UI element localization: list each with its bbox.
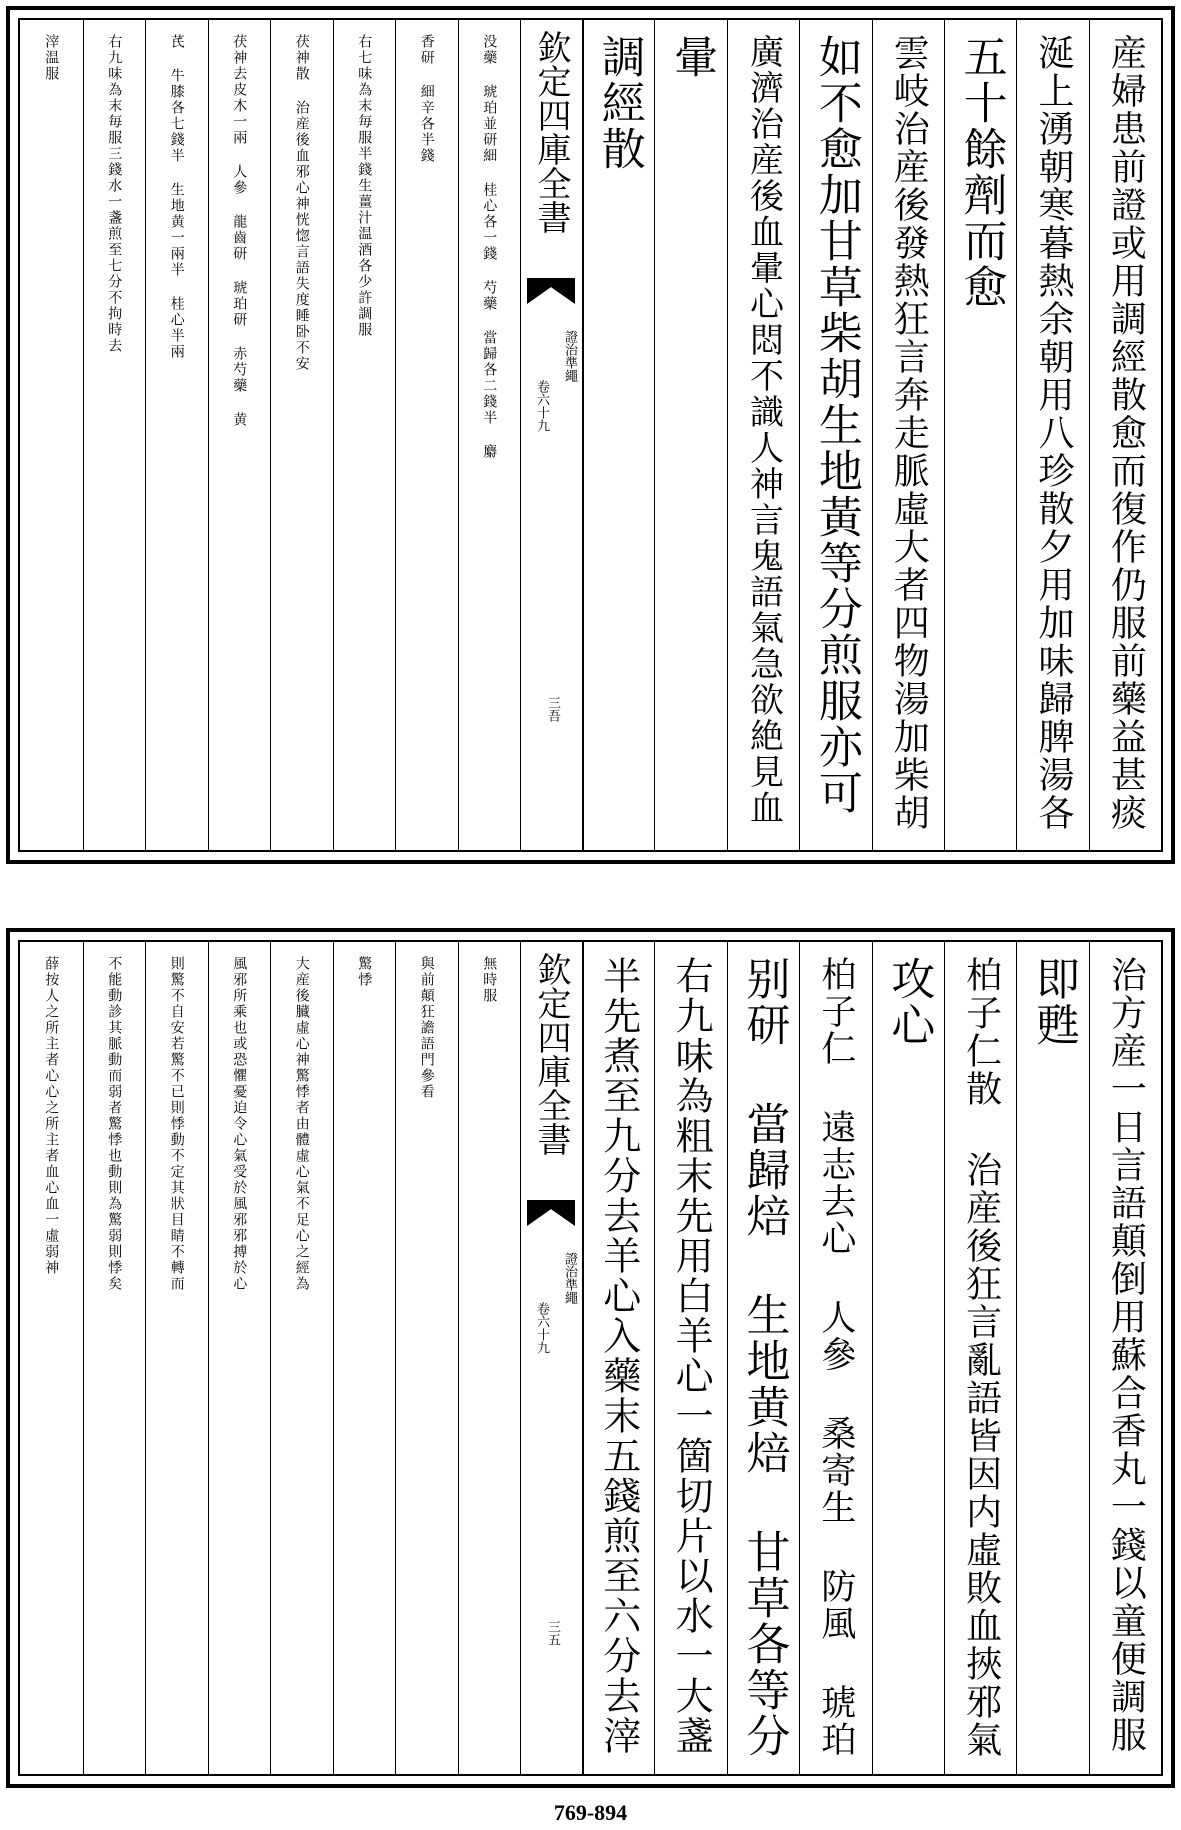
column-text: 右九味為末毎服三錢水一盞煎至七分不拘時去	[106, 34, 123, 354]
text-column	[944, 20, 1016, 850]
column-text: 不能動診其脈動而弱者驚悸也動則為驚弱則悸矣	[106, 956, 123, 1292]
center-spine	[520, 942, 584, 1774]
column-text: 風邪所乘也或恐懼憂迫令心氣受於風邪邪搏於心	[231, 956, 248, 1292]
column-text: 柏子仁散 治産後狂言亂語皆因内虛敗血挾邪氣	[960, 956, 1002, 1759]
column-text: 别研 當歸焙 生地黄焙 甘草各等分	[738, 956, 790, 1759]
text-column	[727, 20, 799, 850]
column-text: 調經散	[593, 34, 645, 172]
column-text: 右九味為粗末先用白羊心一箇切片以水一大盞	[669, 956, 714, 1756]
column-text: 驚悸	[356, 956, 373, 988]
text-column	[654, 942, 726, 1774]
column-text: 攻心	[883, 956, 935, 1048]
column-text: 右七味為末毎服半錢生薑汁温酒各少許調服	[356, 34, 373, 338]
volume-number: 卷六十九	[534, 380, 549, 432]
text-column	[799, 942, 871, 1774]
text-column	[208, 20, 271, 850]
text-column	[1016, 942, 1088, 1774]
text-column	[727, 942, 799, 1774]
column-text: 廣濟治産後血暈心悶不識人神言鬼語氣急欲絶見血	[743, 34, 784, 826]
text-column	[83, 942, 146, 1774]
column-text: 茯神去皮木一兩 人參 龍齒研 琥珀研 赤芍藥 黄	[231, 34, 248, 428]
column-text: 没藥 琥珀並研細 桂心各一錢 芍藥 當歸各二錢半 麝	[481, 34, 498, 460]
text-column	[83, 20, 146, 850]
top-page	[6, 6, 1175, 864]
fishtail-mark-icon	[527, 1200, 575, 1226]
text-column	[944, 942, 1016, 1774]
column-text: 涎上湧朝寒暮熱余朝用八珍散夕用加味歸脾湯各	[1032, 34, 1074, 832]
leaf-number: 三五	[545, 1620, 560, 1646]
page-footer-number: 769-894	[553, 1800, 628, 1825]
column-text: 則驚不自安若驚不已則悸動不定其狀目睛不轉而	[168, 956, 185, 1292]
column-text: 薛按人之所主者心心之所主者血心血一虛弱神	[43, 956, 60, 1276]
text-column	[582, 942, 654, 1774]
text-column	[395, 942, 458, 1774]
text-column	[1089, 20, 1161, 850]
text-column	[208, 942, 271, 1774]
text-column	[333, 20, 396, 850]
text-column	[395, 20, 458, 850]
column-text: 雲岐治産後發熱狂言奔走脈虛大者四物湯加柴胡	[888, 34, 930, 832]
text-column	[458, 942, 521, 1774]
column-text: 治方産一日言語顛倒用蘇合香丸一錢以童便調服	[1105, 956, 1147, 1754]
book-title: 證治準繩	[562, 330, 577, 382]
column-text: 大産後臓虛心神驚悸者由體虛心氣不足心之經為	[293, 956, 310, 1292]
column-text: 即甦	[1027, 956, 1079, 1048]
text-column	[872, 20, 944, 850]
text-column	[872, 942, 944, 1774]
bottom-page-frame	[18, 940, 1163, 1776]
leaf-number: 三吾	[545, 696, 560, 722]
column-text: 無時服	[481, 956, 498, 1004]
text-column	[20, 942, 83, 1774]
text-column	[20, 20, 83, 850]
text-column	[270, 942, 333, 1774]
text-column	[458, 20, 521, 850]
text-column	[654, 20, 726, 850]
column-text: 産婦患前證或用調經散愈而復作仍服前藥益甚痰	[1105, 34, 1147, 832]
column-text: 暈	[666, 34, 718, 80]
column-text: 柏子仁 遠志去心 人參 桑寄生 防風 琥珀	[815, 956, 856, 1758]
column-text: 與前顛狂譫語門參看	[418, 956, 435, 1100]
book-series-title: 欽定四庫全書	[531, 952, 571, 1156]
text-column	[333, 942, 396, 1774]
top-page-frame	[18, 18, 1163, 852]
text-column	[1089, 942, 1161, 1774]
text-column	[1016, 20, 1088, 850]
book-title: 證治準繩	[562, 1252, 577, 1304]
column-text: 香研 細辛各半錢	[418, 34, 435, 164]
column-text: 芪 牛膝各七錢半 生地黄一兩半 桂心半兩	[168, 34, 185, 360]
volume-number: 卷六十九	[534, 1302, 549, 1354]
column-text: 半先煮至九分去羊心入藥末五錢煎至六分去滓	[596, 956, 641, 1756]
column-text: 如不愈加甘草柴胡生地黃等分煎服亦可	[810, 34, 862, 816]
column-text: 滓温服	[43, 34, 60, 82]
text-column	[799, 20, 871, 850]
column-text: 五十餘劑而愈	[955, 34, 1007, 310]
center-spine	[520, 20, 584, 850]
text-column	[270, 20, 333, 850]
book-series-title: 欽定四庫全書	[531, 30, 571, 234]
column-text: 茯神散 治産後血邪心神恍惚言語失度睡卧不安	[293, 34, 310, 372]
bottom-page	[6, 928, 1175, 1788]
text-column	[582, 20, 654, 850]
fishtail-mark-icon	[527, 278, 575, 304]
text-column	[145, 942, 208, 1774]
text-column	[145, 20, 208, 850]
